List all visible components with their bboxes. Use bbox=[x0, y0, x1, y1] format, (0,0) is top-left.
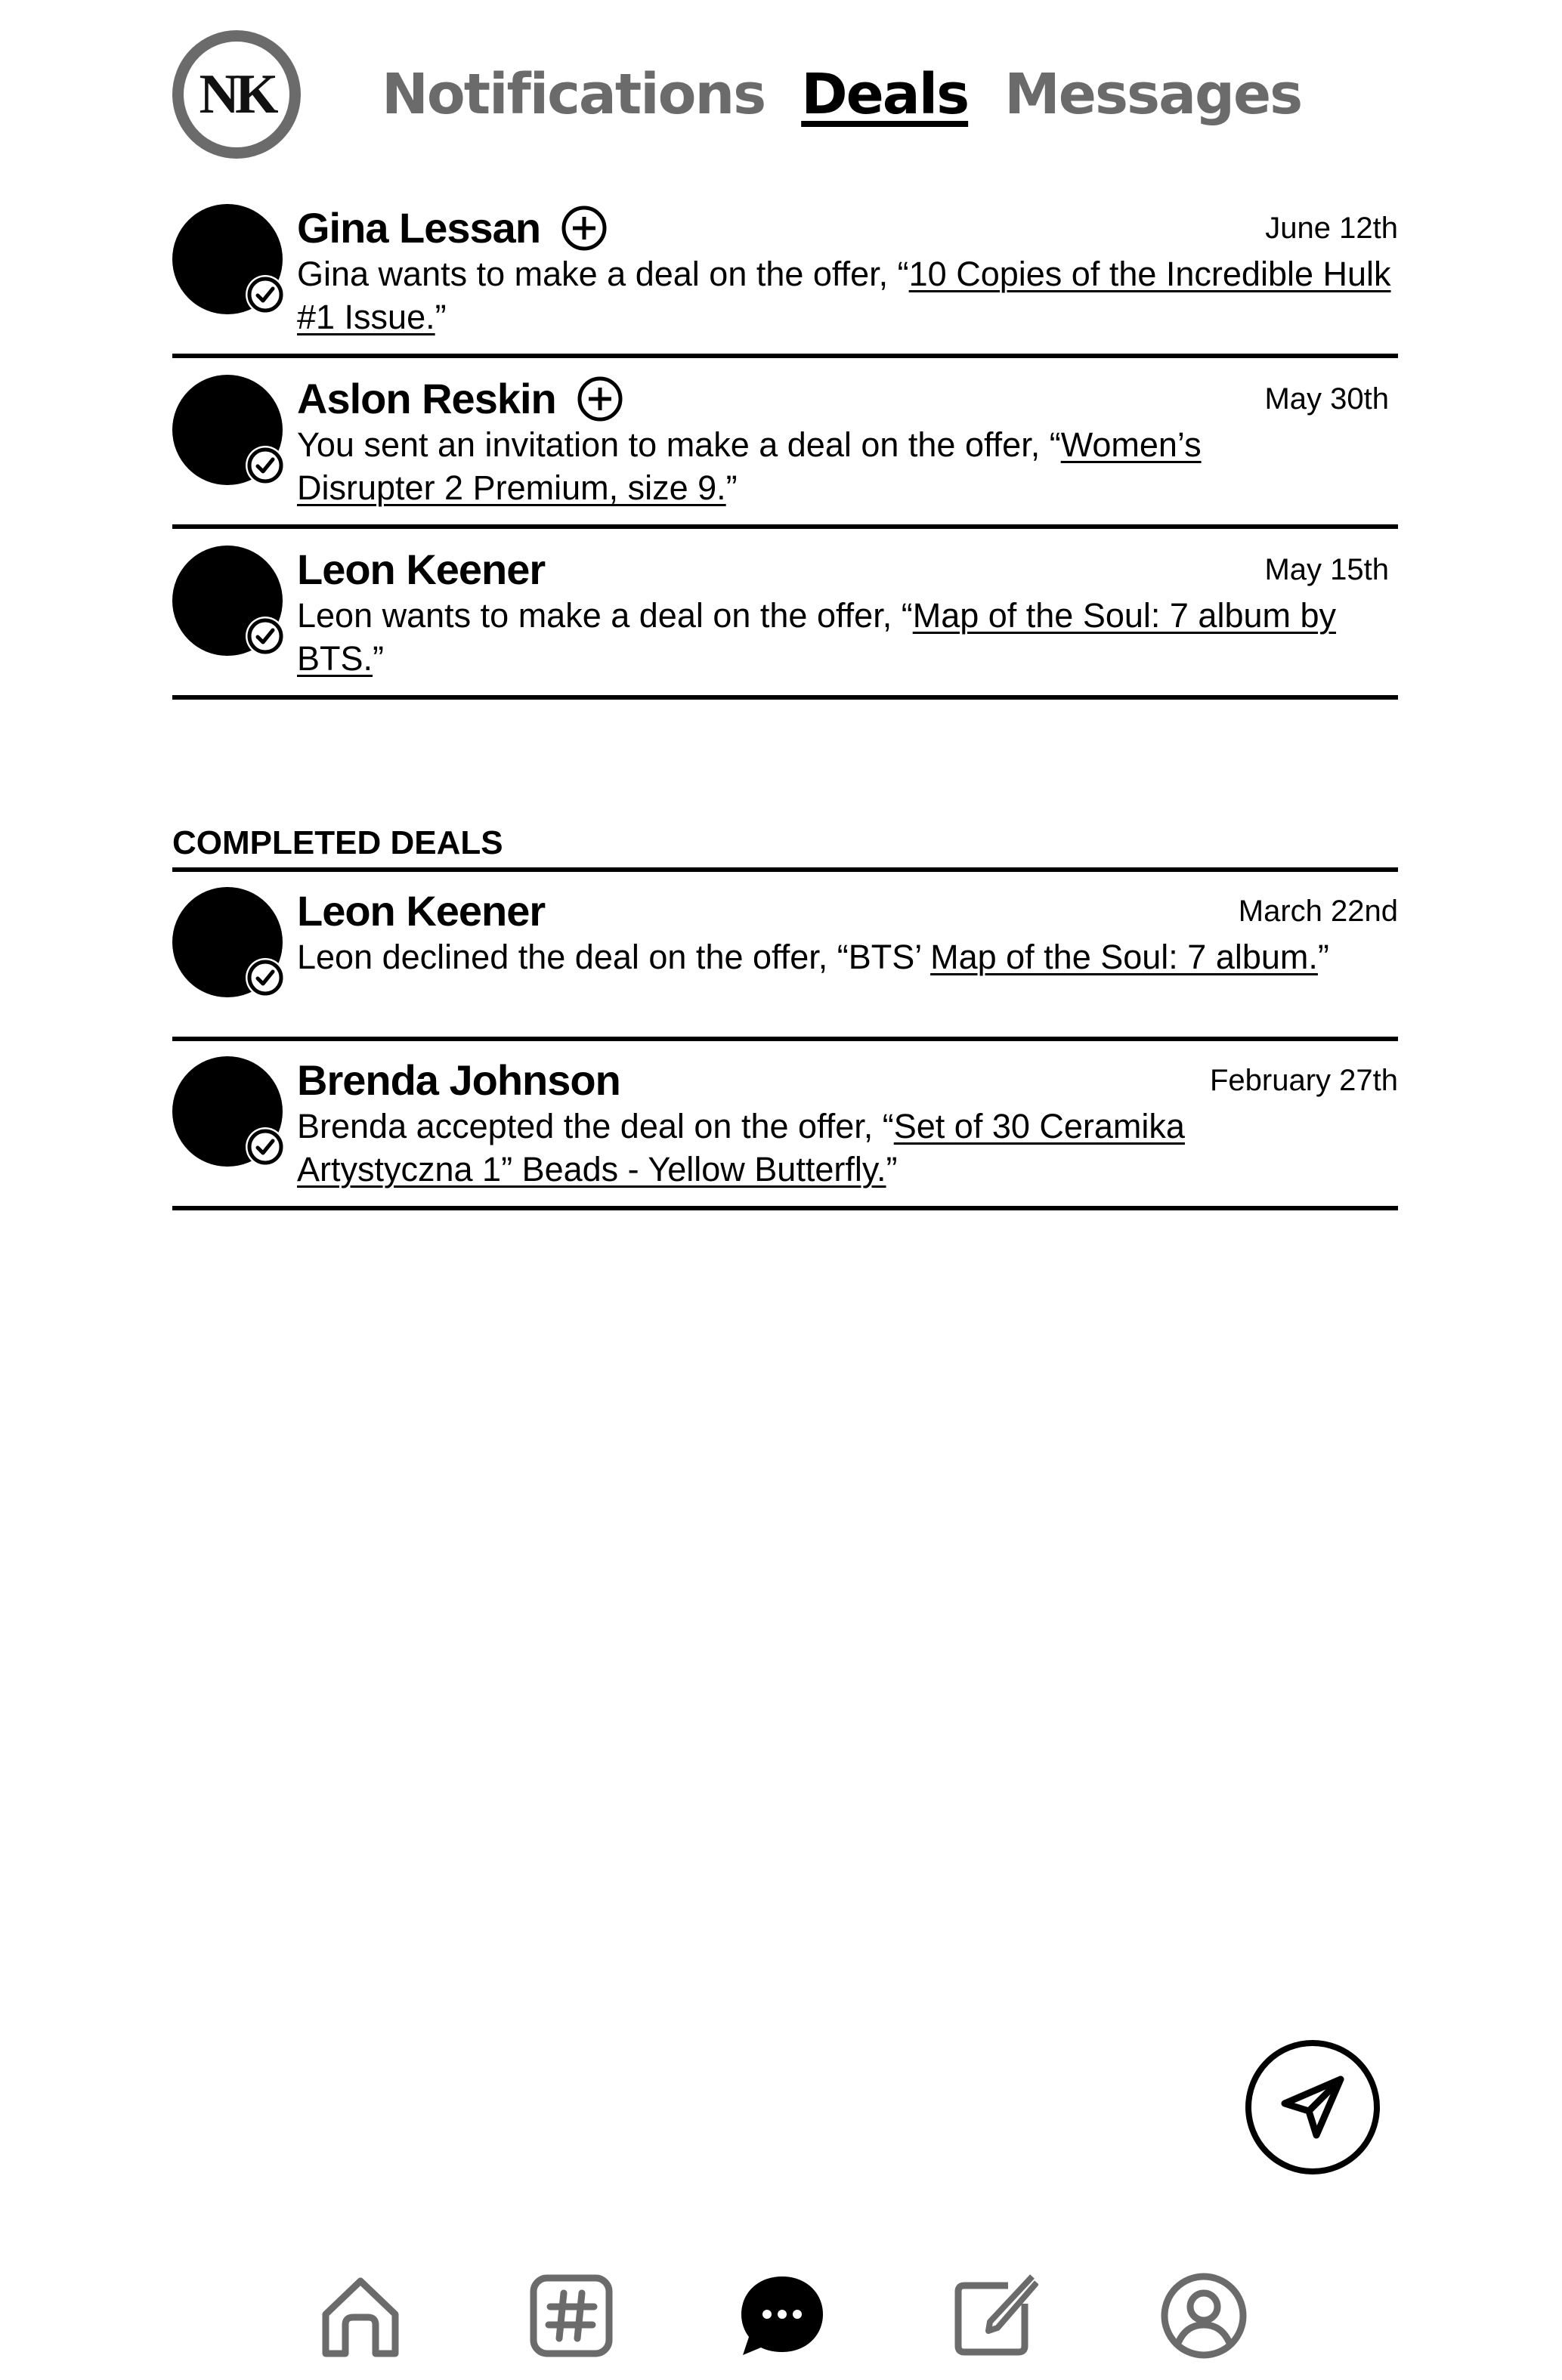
divider bbox=[172, 695, 1398, 700]
deal-message bbox=[297, 423, 1279, 509]
deal-message-prefix: Leon wants to make a deal on the offer, “ bbox=[297, 596, 913, 635]
deal-date: March 22nd bbox=[1238, 895, 1398, 928]
deal-message-prefix: Brenda accepted the deal on the offer, “ bbox=[297, 1107, 894, 1145]
nav-explore[interactable] bbox=[526, 2270, 617, 2361]
check-circle-icon bbox=[246, 958, 285, 997]
deal-name-text: Leon Keener bbox=[297, 546, 546, 593]
deal-message bbox=[297, 252, 1393, 338]
tab-messages[interactable]: Messages bbox=[1004, 62, 1302, 127]
deal-name-text: Brenda Johnson bbox=[297, 1056, 620, 1104]
divider bbox=[172, 1206, 1398, 1210]
divider bbox=[172, 867, 1398, 872]
check-circle-icon bbox=[246, 617, 285, 656]
deal-item[interactable] bbox=[172, 375, 1398, 526]
deal-message bbox=[297, 594, 1393, 680]
hashtag-icon bbox=[526, 2270, 617, 2361]
tab-notifications[interactable]: Notifications bbox=[382, 62, 766, 127]
deal-name[interactable] bbox=[297, 204, 608, 252]
home-icon bbox=[315, 2270, 406, 2361]
compose-icon bbox=[948, 2270, 1038, 2361]
check-circle-icon bbox=[246, 1127, 285, 1167]
deal-date: May 30th bbox=[1264, 382, 1389, 416]
send-icon bbox=[1271, 2066, 1354, 2149]
header-tabs bbox=[382, 53, 1338, 136]
nav-profile[interactable] bbox=[1158, 2270, 1249, 2361]
add-circle-icon[interactable] bbox=[560, 204, 608, 252]
check-circle-icon bbox=[246, 275, 285, 314]
completed-deal-item[interactable] bbox=[172, 1056, 1398, 1207]
check-circle-icon bbox=[246, 446, 285, 485]
nav-home[interactable] bbox=[315, 2270, 406, 2361]
bottom-nav bbox=[0, 2267, 1562, 2365]
deal-message-prefix: Gina wants to make a deal on the offer, “ bbox=[297, 255, 909, 293]
send-button[interactable] bbox=[1245, 2040, 1380, 2174]
deal-name-text: Gina Lessan bbox=[297, 204, 541, 252]
deal-message-suffix: ” bbox=[886, 1150, 898, 1188]
deal-name[interactable] bbox=[297, 375, 624, 423]
deal-message-suffix: ” bbox=[373, 639, 385, 678]
logo[interactable] bbox=[172, 30, 301, 159]
deal-name-text: Leon Keener bbox=[297, 887, 546, 935]
deal-message-prefix: Leon declined the deal on the offer, “BTS’ bbox=[297, 938, 931, 976]
nav-messages[interactable] bbox=[737, 2270, 827, 2361]
section-title-completed: COMPLETED DEALS bbox=[172, 824, 503, 861]
divider bbox=[172, 1037, 1398, 1041]
deal-item[interactable] bbox=[172, 546, 1398, 697]
nav-compose[interactable] bbox=[948, 2270, 1038, 2361]
deal-date: May 15th bbox=[1264, 553, 1389, 586]
deal-name[interactable] bbox=[297, 546, 545, 594]
tab-deals[interactable]: Deals bbox=[801, 62, 969, 127]
offer-link[interactable]: Set of 30 Ceramika Artystyczna 1” Beads - Yellow Butterfly. bbox=[297, 1107, 1185, 1188]
logo-text: NK bbox=[199, 63, 274, 125]
deal-name-text: Aslon Reskin bbox=[297, 375, 556, 422]
offer-link[interactable]: Map of the Soul: 7 album by BTS. bbox=[297, 596, 1337, 678]
divider bbox=[172, 524, 1398, 529]
deal-message-suffix: ” bbox=[725, 468, 738, 507]
offer-link[interactable]: Women’s Disrupter 2 Premium, size 9. bbox=[297, 425, 1202, 507]
deal-item[interactable] bbox=[172, 204, 1398, 355]
deal-message-prefix: You sent an invitation to make a deal on the offer, “ bbox=[297, 425, 1061, 464]
deal-name[interactable] bbox=[297, 1056, 620, 1105]
deal-date: February 27th bbox=[1209, 1064, 1398, 1097]
deal-message bbox=[297, 935, 1393, 978]
deal-message-suffix: ” bbox=[435, 298, 447, 336]
deal-name[interactable] bbox=[297, 887, 545, 935]
deal-date: June 12th bbox=[1265, 212, 1398, 245]
profile-icon bbox=[1158, 2270, 1249, 2361]
add-circle-icon[interactable] bbox=[576, 375, 624, 423]
completed-deal-item[interactable] bbox=[172, 887, 1398, 1038]
offer-link[interactable]: 10 Copies of the Incredible Hulk #1 Issue. bbox=[297, 255, 1391, 336]
chat-bubble-icon bbox=[737, 2270, 827, 2361]
deal-message-suffix: ” bbox=[1317, 938, 1329, 976]
divider bbox=[172, 354, 1398, 358]
deal-message bbox=[297, 1105, 1257, 1191]
offer-link[interactable]: Map of the Soul: 7 album. bbox=[930, 938, 1318, 976]
